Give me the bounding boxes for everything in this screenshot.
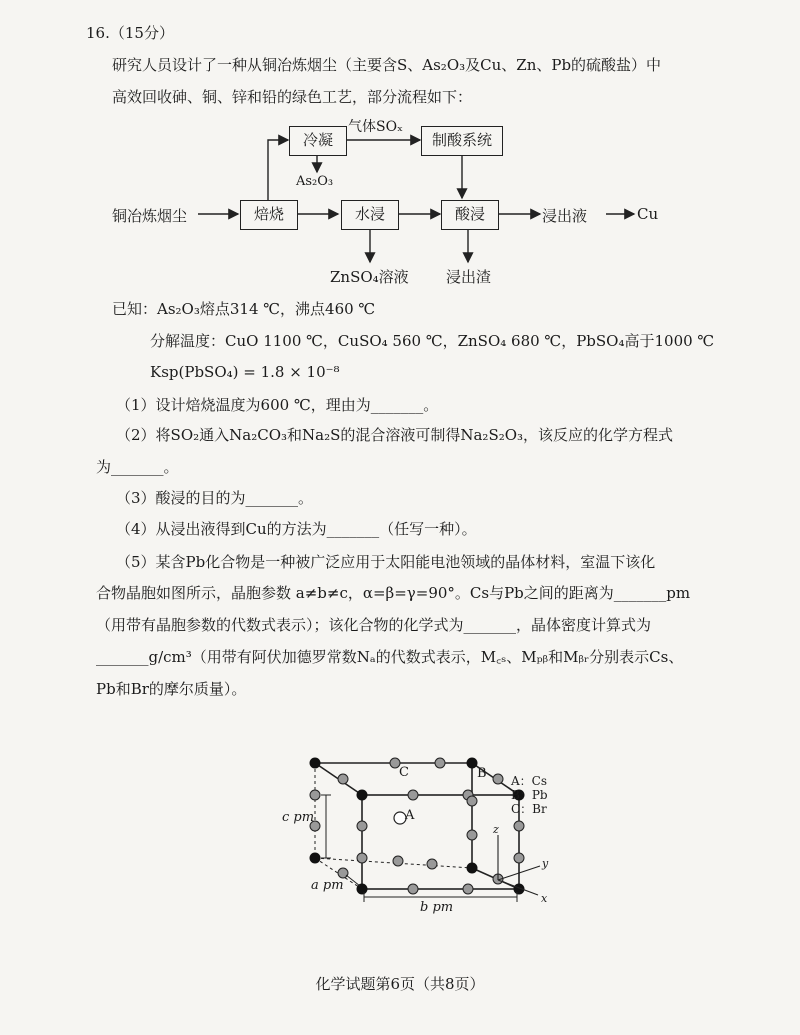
known-line-2: 分解温度：CuO 1100 ℃，CuSO₄ 560 ℃，ZnSO₄ 680 ℃，PbSO₄高于1000 ℃ [150,332,715,350]
node-roast: 焙烧 [240,200,298,230]
legend-c: C：Br [511,802,547,816]
part-2-line-1: （2）将SO₂通入Na₂CO₃和Na₂S的混合溶液可制得Na₂S₂O₃，该反应的化学方程式 [116,426,674,444]
node-condense: 冷凝 [289,126,347,156]
part-5-line-4: _______g/cm³（用带有阿伏加德罗常数Nₐ的代数式表示，M꜀ₛ、Mₚᵦ和Mᵦᵣ分别表示Cs、 [96,648,684,666]
product-cu: Cu [637,205,659,223]
axis-z-label: z [493,823,499,836]
legend-a: A：Cs [511,774,548,788]
product-as2o3: As₂O₃ [296,174,334,189]
intro-line-2: 高效回收砷、铜、锌和铅的绿色工艺，部分流程如下： [112,88,473,106]
known-line-3: Ksp(PbSO₄) = 1.8 × 10⁻⁸ [150,363,340,381]
part-5-line-2: 合物晶胞如图所示，晶胞参数 a≠b≠c，α=β=γ=90°。Cs与Pb之间的距离为_______pm [96,584,691,602]
node-leachate: 浸出液 [542,207,588,225]
product-znso4: ZnSO₄溶液 [330,268,409,286]
part-2-line-2: 为_______。 [96,458,179,476]
part-5-line-3: （用带有晶胞参数的代数式表示）；该化合物的化学式为_______，晶体密度计算式为 [96,616,652,634]
node-water-leach: 水浸 [341,200,399,230]
label-pb-b: B [477,766,487,781]
question-number: 16.（15分） [86,24,174,42]
known-line-1: 已知：As₂O₃熔点314 ℃，沸点460 ℃ [112,300,376,318]
node-raw-dust: 铜冶炼烟尘 [112,207,188,225]
dimension-c: c pm [282,810,315,825]
page-footer: 化学试题第6页（共8页） [315,975,485,993]
node-acid-leach: 酸浸 [441,200,499,230]
part-3: （3）酸浸的目的为_______。 [116,489,314,507]
product-residue: 浸出渣 [446,268,492,286]
part-4: （4）从浸出液得到Cu的方法为_______（任写一种）。 [116,520,477,538]
axis-y-label: y [542,857,549,870]
part-5-line-5: Pb和Br的摩尔质量）。 [96,680,247,698]
node-acid-system: 制酸系统 [421,126,503,156]
part-5-line-1: （5）某含Pb化合物是一种被广泛应用于太阳能电池领域的晶体材料，室温下该化 [116,553,656,571]
dimension-a: a pm [311,878,344,893]
dimension-b: b pm [420,900,454,915]
label-cs-a: A [405,808,415,823]
label-br-c: C [399,765,409,780]
axis-x-label: x [541,892,548,905]
intro-line-1: 研究人员设计了一种从铜冶炼烟尘（主要含S、As₂O₃及Cu、Zn、Pb的硫酸盐）中 [112,56,662,74]
legend-b: B：Pb [511,788,548,802]
label-gas-sox: 气体SOₓ [348,119,404,135]
part-1: （1）设计焙烧温度为600 ℃，理由为_______。 [116,396,439,414]
